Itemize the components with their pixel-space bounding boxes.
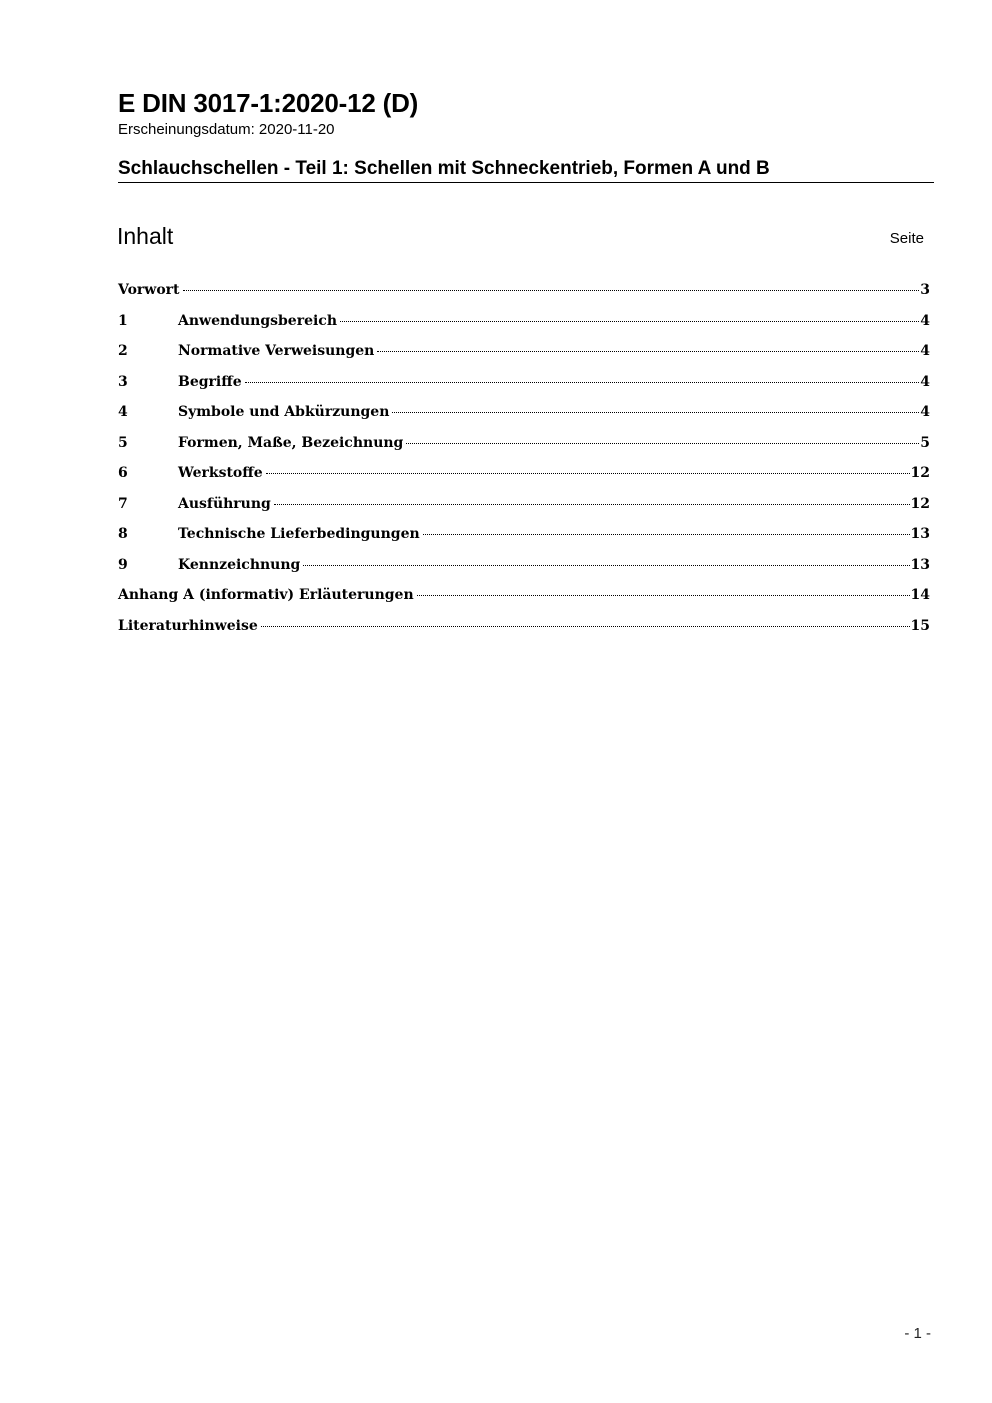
toc-entry-number: 4 [118,404,128,420]
toc-entry-label[interactable]: Begriffe [178,373,242,390]
toc-entry-page: 12 [910,465,930,481]
toc-entry-number: 5 [118,434,128,451]
toc-dot-leader [261,626,910,627]
toc-entry-number: 2 [118,343,128,359]
toc-entry[interactable] [118,583,930,614]
toc-entry-page: 4 [920,312,930,329]
toc-entry-page: 3 [920,282,930,298]
toc-entry-number: 3 [118,373,128,390]
toc-entry-label[interactable]: Anwendungsbereich [178,312,337,329]
toc-entry-label[interactable]: Symbole und Abkürzungen [178,404,390,420]
toc-entry-page: 13 [910,526,930,542]
toc-entry-number: 6 [118,465,128,481]
toc-entry-label[interactable]: Technische Lieferbedingungen [178,526,420,542]
toc-entry-number: 7 [118,495,128,512]
toc-entry-label[interactable]: Kennzeichnung [178,556,301,573]
toc-entry[interactable] [118,309,930,340]
toc-dot-leader [377,351,919,352]
toc-entry[interactable] [118,431,930,462]
toc-entry-label[interactable]: Anhang A (informativ) Erläuterungen [118,587,414,603]
toc-entry-label[interactable]: Literaturhinweise [118,617,258,634]
toc-dot-leader [423,534,910,535]
toc-entry-page: 5 [920,434,930,451]
toc-dot-leader [183,290,920,291]
toc-dot-leader [245,382,920,383]
toc-entry-page: 14 [910,587,930,603]
toc-entry[interactable] [118,492,930,523]
toc-entry[interactable] [118,522,930,553]
toc-heading: Inhalt [117,223,174,249]
toc-entry-label[interactable]: Werkstoffe [178,465,263,481]
page-number: - 1 - [904,1325,931,1342]
toc-entry-label[interactable]: Vorwort [118,282,180,298]
toc-dot-leader [392,412,919,413]
toc-entry-number: 9 [118,556,128,573]
toc-entry[interactable] [118,553,930,584]
toc-entry-page: 15 [910,617,930,634]
toc-entry-page: 12 [910,495,930,512]
toc-dot-leader [266,473,910,474]
toc-page-column-label: Seite [889,230,924,247]
toc-entry-number: 8 [118,526,128,542]
document-id: E DIN 3017-1:2020-12 (D) [118,88,419,118]
toc-entry-label[interactable]: Formen, Maße, Bezeichnung [178,434,404,451]
toc-entry[interactable] [118,370,930,401]
toc-entry-page: 4 [920,373,930,390]
toc-entry-label[interactable]: Normative Verweisungen [178,343,375,359]
publication-date: Erscheinungsdatum: 2020-11-20 [118,121,335,138]
toc-dot-leader [340,321,919,322]
toc-entry[interactable] [118,614,930,645]
toc-entry[interactable] [118,400,930,431]
toc-entry-page: 13 [910,556,930,573]
toc-dot-leader [303,565,909,566]
document-title: Schlauchschellen - Teil 1: Schellen mit Schneckentrieb, Formen A und B [118,158,770,179]
toc-dot-leader [417,595,910,596]
toc-entry-number: 1 [118,312,128,329]
toc-entry-page: 4 [920,343,930,359]
table-of-contents [118,278,930,644]
toc-dot-leader [406,443,919,444]
toc-entry[interactable] [118,278,930,309]
toc-dot-leader [274,504,910,505]
toc-entry[interactable] [118,461,930,492]
toc-entry-label[interactable]: Ausführung [178,495,271,512]
toc-entry-page: 4 [920,404,930,420]
title-divider [118,182,934,183]
toc-entry[interactable] [118,339,930,370]
